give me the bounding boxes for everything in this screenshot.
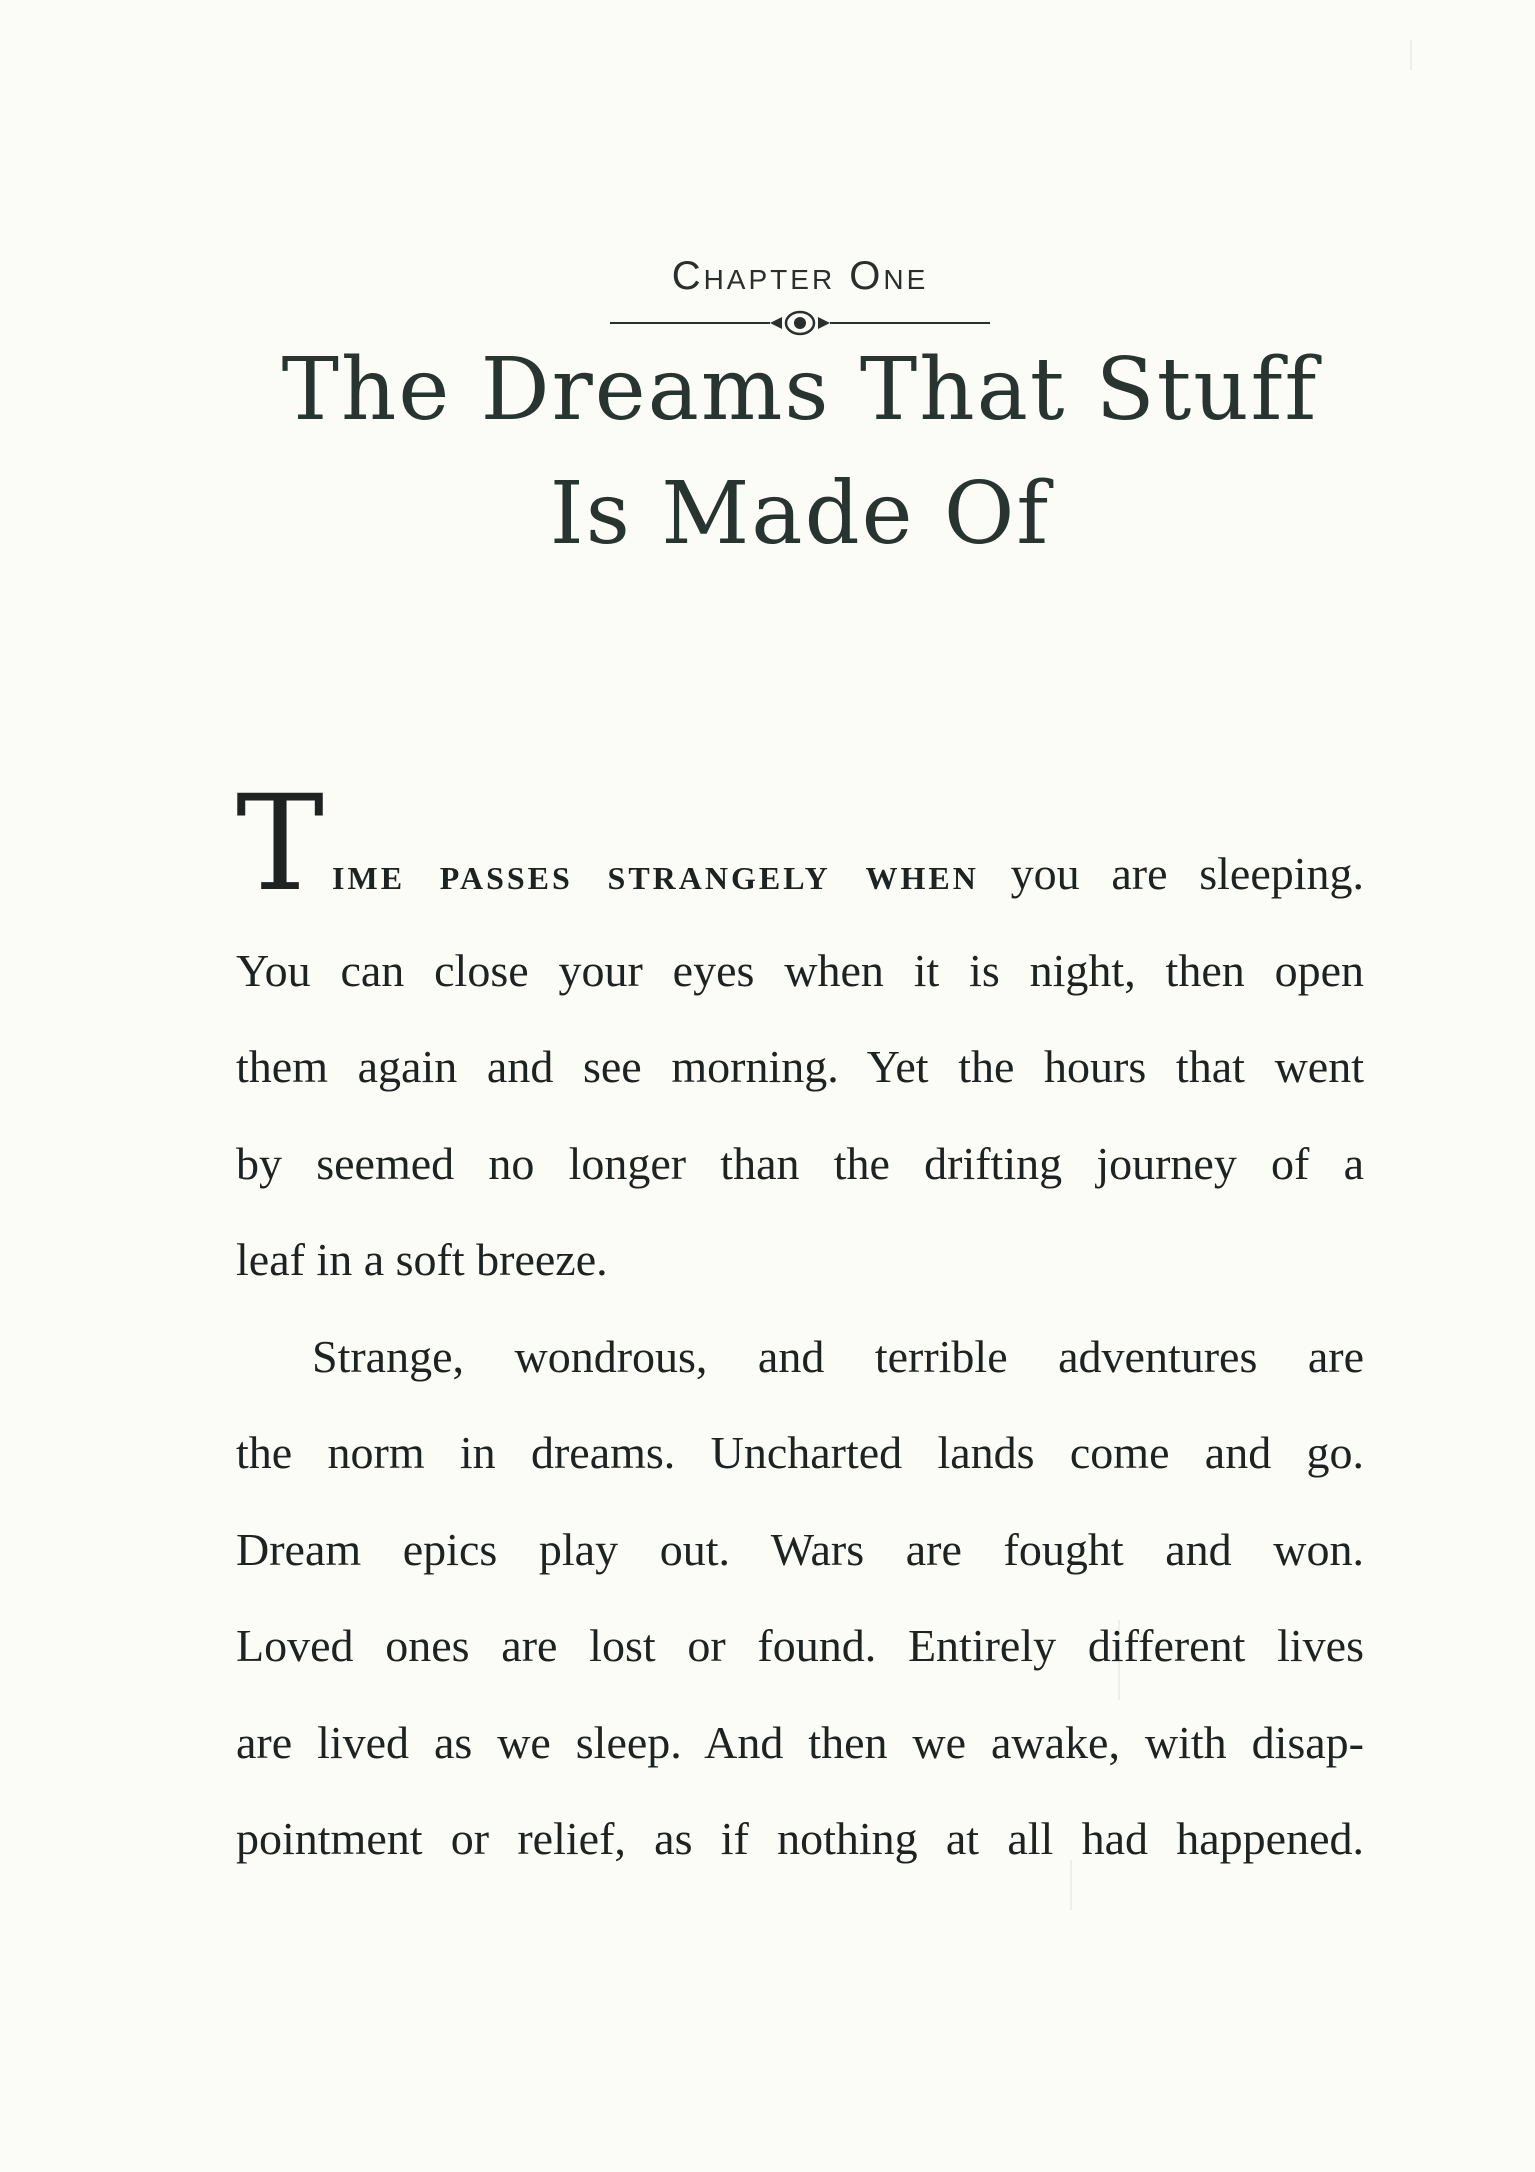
body-text — [236, 767, 1365, 1888]
paragraph-2-line-4: Loved ones are lost or found. Entirely different lives — [236, 1620, 1364, 1671]
paper-scratch-mark — [1070, 1860, 1072, 1910]
chapter-title-line-1: The Dreams That Stuff — [281, 340, 1319, 440]
paragraph-2-line-5: are lived as we sleep. And then we awake, with disap- — [236, 1716, 1364, 1768]
paragraph-2-line-6: pointment or relief, as if nothing at all had happened. — [236, 1813, 1364, 1864]
p1-line-1-rest: you are sleeping. — [1010, 848, 1365, 899]
opening-smallcaps: ime passes strangely when — [332, 848, 979, 899]
paragraph-1 — [236, 767, 1365, 1309]
paragraph-2-line-3: Dream epics play out. Wars are fought and won. — [236, 1523, 1364, 1575]
paragraph-1-line-4: by seemed no longer than the drifting journey of a — [236, 1137, 1364, 1189]
paragraph-1-line-2: You can close your eyes when it is night, then open — [236, 944, 1364, 996]
paper-scratch-mark — [1410, 40, 1412, 70]
paragraph-1-line-5: leaf in a soft breeze. — [236, 1234, 608, 1285]
paragraph-2-line-2: the norm in dreams. Uncharted lands come and go. — [236, 1427, 1364, 1478]
paper-scratch-mark — [1118, 1620, 1120, 1700]
paragraph-2 — [236, 1309, 1364, 1888]
chapter-title — [0, 328, 1535, 576]
chapter-title-line-2: Is Made Of — [549, 464, 1051, 564]
paragraph-1-line-1 — [236, 826, 1364, 923]
paragraph-1-line-3: them again and see morning. Yet the hours that went — [236, 1041, 1364, 1092]
chapter-label-text: Chapter One — [671, 254, 929, 298]
chapter-label — [0, 256, 1535, 296]
drop-cap: T — [236, 767, 325, 921]
paragraph-2-line-1: Strange, wondrous, and terrible adventures are — [312, 1330, 1364, 1382]
